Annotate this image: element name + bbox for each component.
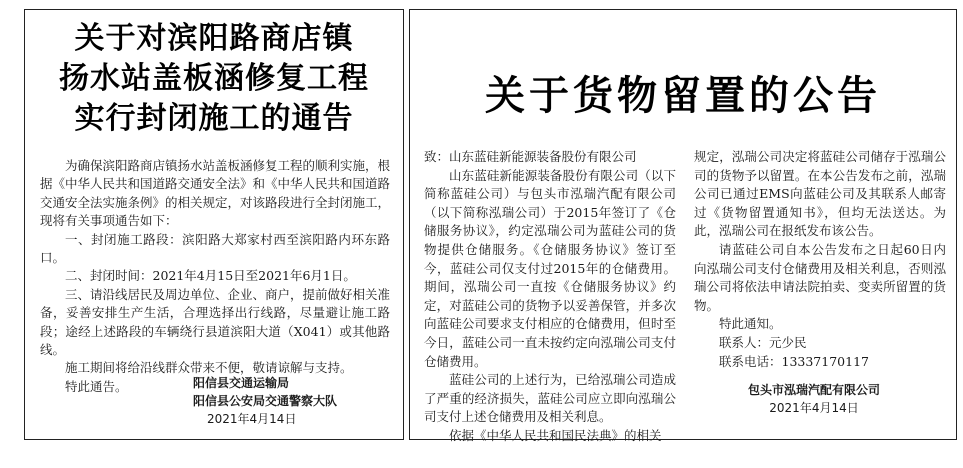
notice2-title: 关于货物留置的公告 — [485, 73, 881, 119]
notice2-paragraph: 请蓝硅公司自本公告发布之日起60日内向泓瑞公司支付仓储费用及相关利息，否则泓瑞公司将依法申请法院拍卖、变卖所留置的货物。 — [694, 241, 946, 313]
notice1-title-line-3: 实行封闭施工的通告 — [74, 101, 354, 136]
notice2-paragraph: 规定，泓瑞公司决定将蓝硅公司储存于泓瑞公司的货物予以留置。在本公告发布之前，泓瑞公司已通过EMS向蓝硅公司及其联系人邮寄过《货物留置通知书》，但均无法送达。为此，泓瑞公司在报纸发布该公告。 — [694, 149, 946, 239]
notice2-left-column — [424, 148, 676, 446]
notice2-phone: 联系电话：13337170117 — [719, 353, 869, 369]
notice2-signature — [748, 381, 880, 417]
notice2-paragraph: 依据《中华人民共和国民法典》的相关 — [449, 427, 662, 443]
notice2-paragraph: 山东蓝硅新能源装备股份有限公司（以下简称蓝硅公司）与包头市泓瑞汽配有限公司（以下简称泓瑞公司）于2015年签订了《仓储服务协议》，约定泓瑞公司为蓝硅公司的货物提供仓储服务。《仓储服务协议》签订至今，蓝硅公司仅支付过2015年的仓储费用。期间，泓瑞公司一直按《仓储服务协议》约定，对蓝硅公司的货物予以妥善保管，并多次向蓝硅公司要求支付相应的仓储费用，但时至今日，蓝硅公司一直未按约定向泓瑞公司支付仓储费用。 — [424, 167, 676, 369]
notice1-signer: 阳信县交通运输局 — [193, 376, 290, 390]
notice1-title-line-2: 扬水站盖板涵修复工程 — [59, 61, 369, 96]
notice2-company: 包头市泓瑞汽配有限公司 — [748, 383, 881, 397]
notice2-right-column — [694, 148, 946, 371]
notice2-paragraph: 蓝硅公司的上述行为，已给泓瑞公司造成了严重的经济损失，蓝硅公司应立即向泓瑞公司支付上述仓储费用及相关利息。 — [424, 372, 676, 425]
goods-lien-notice — [409, 9, 957, 443]
notice2-salutation: 致：山东蓝硅新能源装备股份有限公司 — [424, 149, 637, 164]
notice2-date: 2021年4月14日 — [769, 401, 859, 415]
notice1-paragraph: 一、封闭施工路段：滨阳路大郑家村西至滨阳路内环东路口。 — [40, 231, 390, 266]
notice2-contact: 联系人：元少民 — [719, 334, 807, 350]
notice1-paragraph: 特此通告。 — [65, 378, 128, 394]
notice1-signature — [193, 374, 337, 428]
notice1-signer: 阳信县公安局交通警察大队 — [193, 394, 338, 408]
notice2-paragraph: 特此通知。 — [719, 316, 782, 332]
notice1-title-line-1: 关于对滨阳路商店镇 — [74, 21, 354, 56]
road-closure-notice — [24, 9, 404, 440]
notice1-paragraph: 二、封闭时间：2021年4月15日至2021年6月1日。 — [65, 268, 356, 284]
notice1-date: 2021年4月14日 — [207, 412, 297, 426]
notice1-paragraph: 为确保滨阳路商店镇扬水站盖板涵修复工程的顺利实施，根据《中华人民共和国道路交通安全法》和《中华人民共和国道路交通安全法实施条例》的相关规定，对该路段进行全封闭施工，现将有关事项通告如下： — [40, 158, 391, 229]
notice1-paragraph: 三、请沿线居民及周边单位、企业、商户，提前做好相关准备，妥善安排生产生活，合理选择出行线路，尽量避让施工路段；途经上述路段的车辆绕行县道滨阳大道（X041）或其他路线。 — [40, 286, 391, 358]
notice1-paragraph: 施工期间将给沿线群众带来不便，敬请谅解与支持。 — [65, 360, 353, 376]
notice1-body — [40, 157, 390, 396]
